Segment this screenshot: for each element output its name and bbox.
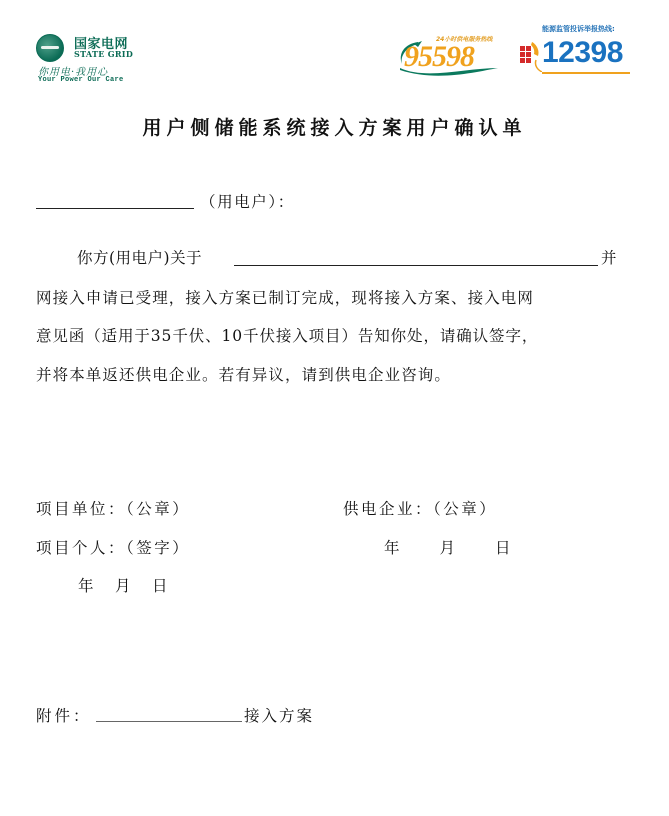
hotline-95598-subtitle: 24小时供电服务热线 (436, 36, 493, 43)
attachment-blank[interactable] (96, 721, 242, 722)
slogan-en: Your Power Our Care (38, 76, 124, 84)
attachment-label: 附件： (36, 707, 92, 725)
state-grid-name-cn: 国家电网 (74, 37, 129, 52)
paragraph-line1-suffix: 并 (601, 249, 619, 267)
hotline-12398-number: 12398 (542, 36, 623, 69)
paragraph-line4: 并将本单返还供电企业。若有异议，请到供电企业咨询。 (36, 366, 452, 384)
hotline-12398-logo (520, 24, 630, 80)
customer-name-blank[interactable] (36, 208, 194, 209)
globe-icon (36, 34, 64, 62)
telephone-icon (520, 42, 542, 72)
state-grid-name-en: STATE GRID (74, 49, 134, 59)
project-unit-seal-label: 项目单位：（公章） (36, 500, 191, 518)
hotline-underline (542, 72, 630, 74)
power-company-seal-label: 供电企业：（公章） (343, 500, 498, 518)
salutation-suffix: （用电户）： (200, 193, 295, 211)
slogan-cn: 你用电·我用心 (38, 67, 109, 78)
project-individual-signature-label: 项目个人：（签字） (36, 539, 191, 557)
attachment-suffix: 接入方案 (244, 707, 315, 725)
paragraph-line3: 意见函（适用于35千伏、10千伏接入项目）告知你处，请确认签字， (36, 327, 539, 345)
project-name-blank[interactable] (234, 265, 598, 266)
state-grid-logo (36, 32, 146, 84)
hotline-95598-logo (396, 34, 506, 76)
paragraph-line2: 网接入申请已受理，接入方案已制订完成，现将接入方案、接入电网 (36, 289, 535, 307)
hotline-12398-subtitle: 能源监管投诉举报热线: (542, 25, 615, 33)
document-title: 用户侧储能系统接入方案用户确认单 (142, 117, 527, 139)
individual-date: 年 月 日 (78, 577, 171, 595)
hotline-95598-number: 95598 (404, 40, 474, 73)
power-company-date: 年 月 日 (384, 539, 514, 557)
paragraph-line1-prefix: 你方(用电户)关于 (77, 249, 203, 267)
